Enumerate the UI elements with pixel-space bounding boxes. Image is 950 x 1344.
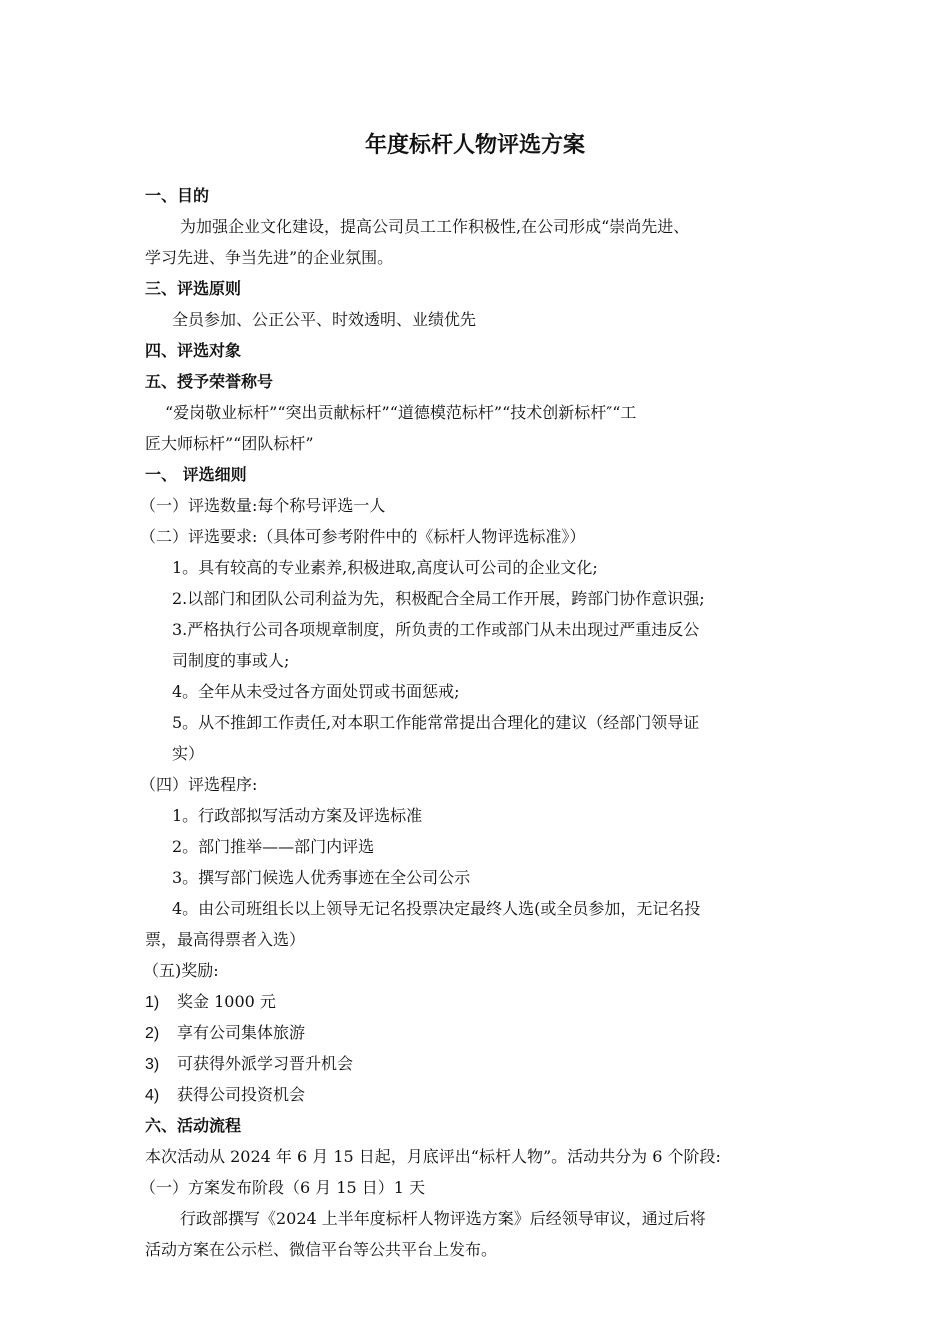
reward-item bbox=[145, 1079, 810, 1111]
requirement-2: 2.以部门和团队公司利益为先，积极配合全局工作开展，跨部门协作意识强; bbox=[172, 589, 705, 608]
section-heading-honors: 五、授予荣誉称号 bbox=[145, 372, 274, 391]
procedure-step-1: 1。行政部拟写活动方案及评选标准 bbox=[172, 806, 423, 825]
process-paragraph-line-1: 行政部撰写《2024 上半年度标杆人物评选方案》后经领导审议，通过后将 bbox=[180, 1209, 706, 1228]
section-heading-process: 六、活动流程 bbox=[145, 1116, 242, 1135]
reward-item bbox=[145, 986, 810, 1018]
section-heading-targets: 四、评选对象 bbox=[145, 341, 242, 360]
reward-text: 奖金 1000 元 bbox=[177, 992, 276, 1011]
section-heading-principles: 三、评选原则 bbox=[145, 279, 242, 298]
purpose-paragraph-line-1: 为加强企业文化建设，提高公司员工工作积极性,在公司形成“崇尚先进、 bbox=[180, 217, 690, 236]
reward-number: 1) bbox=[145, 994, 160, 1011]
procedure-step-3: 3。撰写部门候选人优秀事迹在全公司公示 bbox=[172, 868, 471, 887]
reward-number: 3) bbox=[145, 1056, 160, 1073]
purpose-paragraph-line-2: 学习先进、争当先进”的企业氛围。 bbox=[145, 248, 394, 267]
procedure-step-4-line-2: 票，最高得票者入选） bbox=[145, 930, 306, 949]
requirement-1: 1。具有较高的专业素养,积极进取,高度认可公司的企业文化; bbox=[172, 558, 598, 577]
process-stage-1: （一）方案发布阶段（6 月 15 日）1 天 bbox=[140, 1178, 426, 1197]
procedure-step-4-line-1: 4。由公司班组长以上领导无记名投票决定最终人选(或全员参加，无记名投 bbox=[172, 899, 701, 918]
requirement-3-line-1: 3.严格执行公司各项规章制度，所负责的工作或部门从未出现过严重违反公 bbox=[172, 620, 700, 639]
process-intro: 本次活动从 2024 年 6 月 15 日起，月底评出“标杆人物”。活动共分为 6 个阶段: bbox=[145, 1147, 721, 1166]
requirement-4: 4。全年从未受过各方面处罚或书面惩戒; bbox=[172, 682, 460, 701]
reward-number: 4) bbox=[145, 1087, 160, 1104]
rule-requirements: （二）评选要求:（具体可参考附件中的《标杆人物评选标准》） bbox=[140, 527, 586, 546]
procedure-step-2: 2。部门推举——部门内评选 bbox=[172, 837, 375, 856]
requirement-3-line-2: 司制度的事或人; bbox=[172, 651, 290, 670]
requirement-5-line-2: 实） bbox=[172, 744, 205, 763]
page-title: 年度标杆人物评选方案 bbox=[364, 133, 585, 158]
reward-number: 2) bbox=[145, 1025, 160, 1042]
section-heading-purpose: 一、目的 bbox=[145, 186, 210, 205]
reward-item bbox=[145, 1017, 810, 1049]
principles-text: 全员参加、公正公平、时效透明、业绩优先 bbox=[172, 310, 477, 329]
reward-heading: （五)奖励: bbox=[143, 961, 219, 980]
section-heading-rules: 一、 评选细则 bbox=[145, 465, 247, 484]
process-paragraph-line-2: 活动方案在公示栏、微信平台等公共平台上发布。 bbox=[145, 1240, 498, 1259]
requirement-5-line-1: 5。从不推卸工作责任,对本职工作能常常提出合理化的建议（经部门领导证 bbox=[172, 713, 700, 732]
reward-text: 享有公司集体旅游 bbox=[177, 1023, 306, 1042]
procedure-heading: （四）评选程序: bbox=[140, 775, 258, 794]
reward-item bbox=[145, 1048, 810, 1080]
rule-quantity: （一）评选数量:每个称号评选一人 bbox=[140, 496, 386, 515]
honors-line-2: 匠大师标杆”“团队标杆” bbox=[145, 434, 314, 453]
reward-text: 获得公司投资机会 bbox=[177, 1085, 306, 1104]
honors-line-1: “爱岗敬业标杆”“突出贡献标杆”“道德模范标杆”“技术创新标杆″“工 bbox=[165, 403, 637, 422]
reward-text: 可获得外派学习晋升机会 bbox=[177, 1054, 354, 1073]
